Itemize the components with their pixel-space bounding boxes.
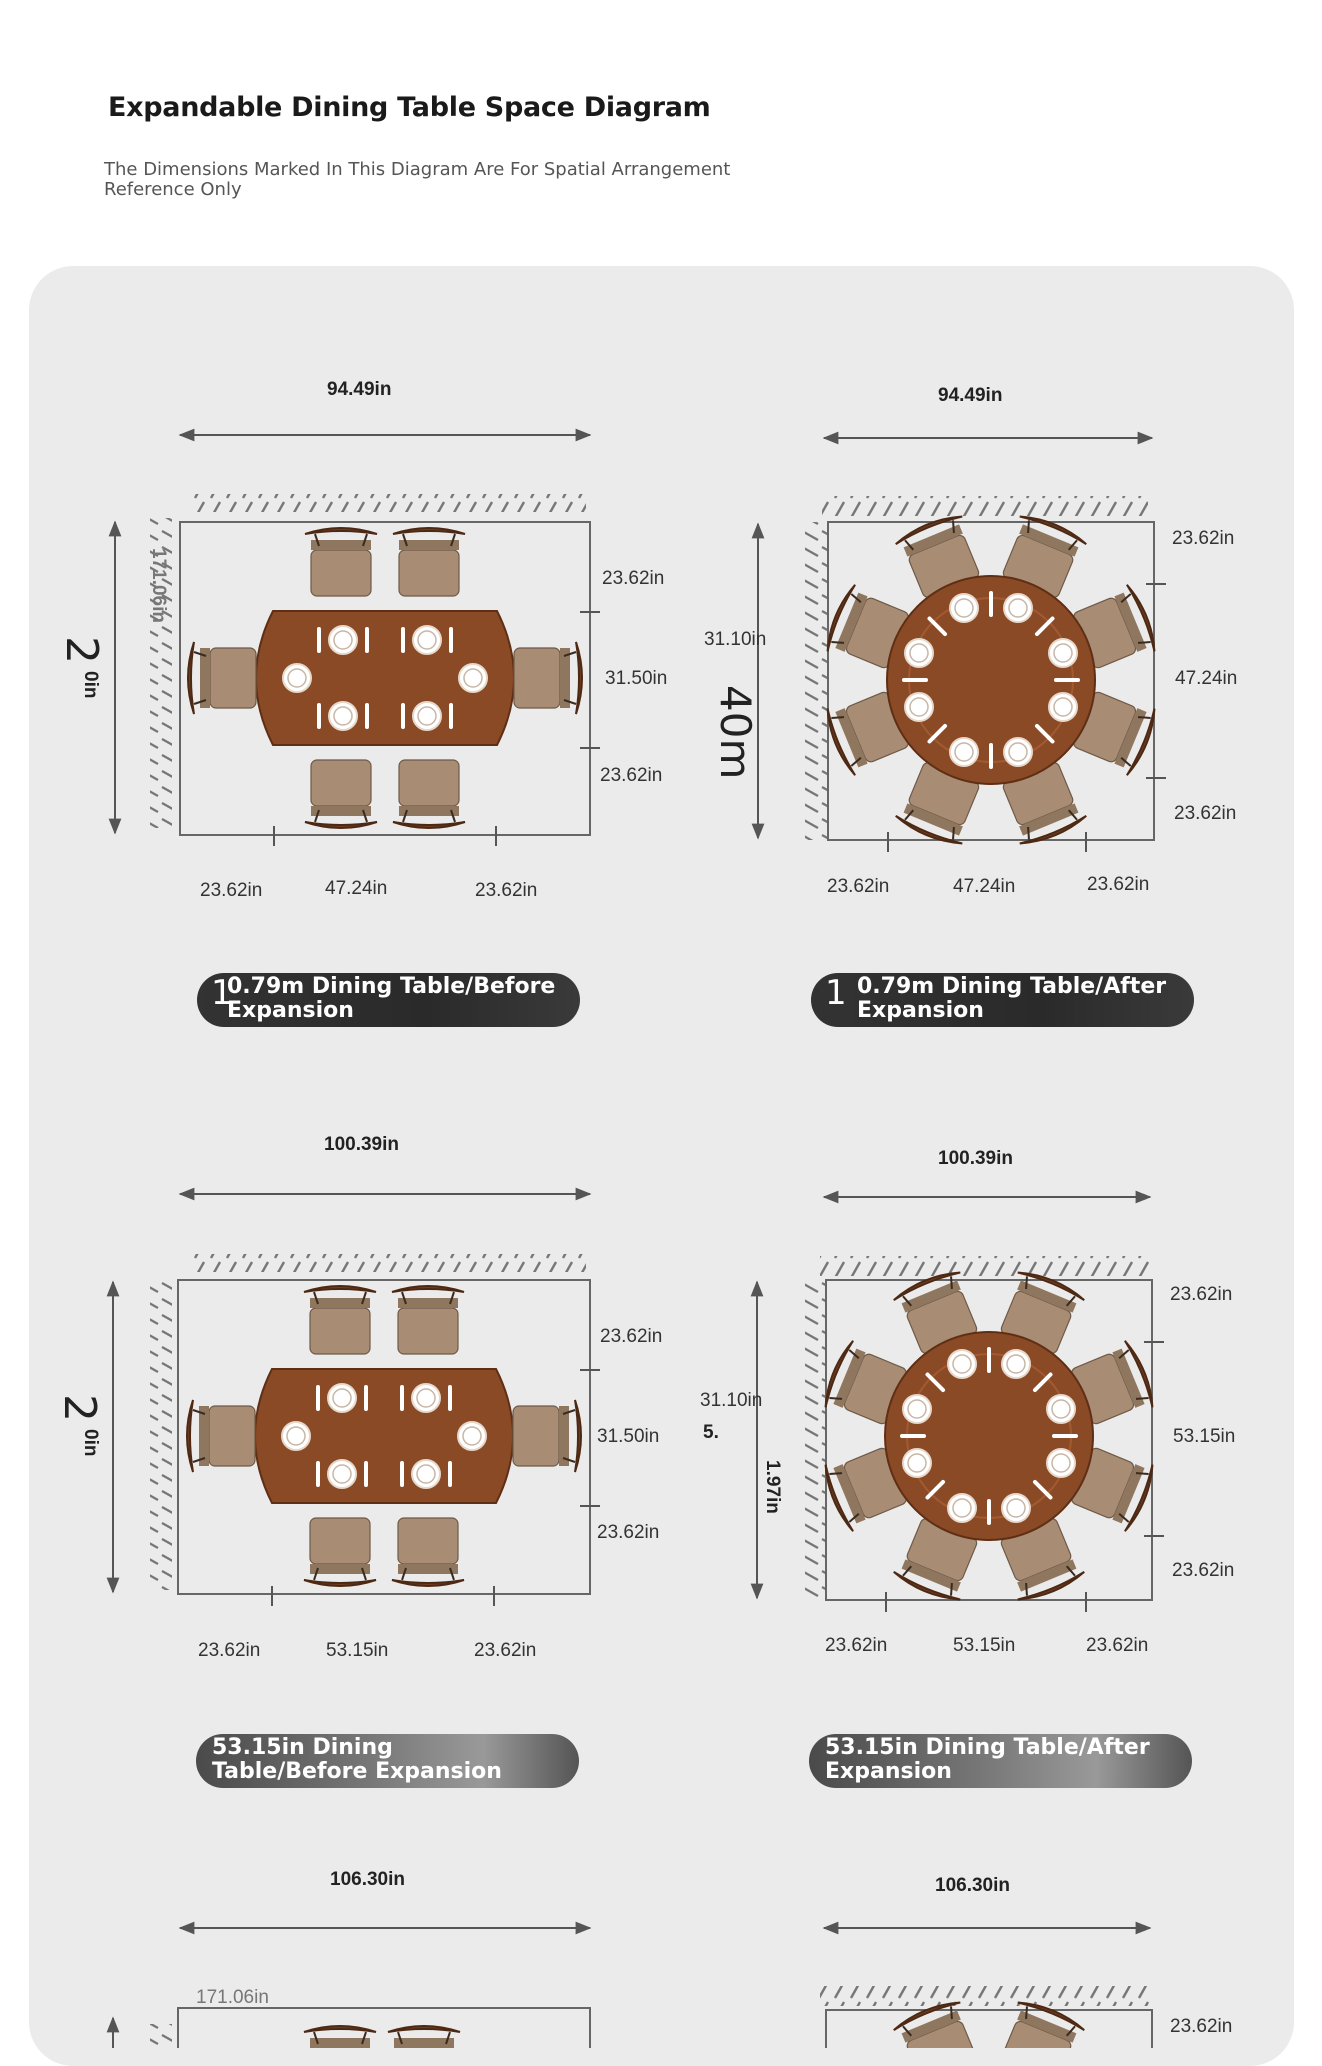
- left-dim-large: 40m: [711, 685, 760, 780]
- room-outline: [826, 2010, 1152, 2048]
- room-outline: [178, 2008, 590, 2048]
- left-dim-rot: 1.97in: [762, 1460, 783, 1514]
- top-width-label: 94.49in: [327, 379, 392, 400]
- right-dim-2: 31.50in: [597, 1426, 660, 1447]
- right-dim-2: 47.24in: [1175, 668, 1238, 689]
- bottom-dim-3: 23.62in: [475, 880, 538, 901]
- right-dim-3: 23.62in: [597, 1522, 660, 1543]
- left-height-digit: 2: [54, 1394, 105, 1422]
- right-dim-1: 23.62in: [600, 1326, 663, 1347]
- wall-hatch-left: [805, 1282, 827, 1598]
- wall-hatch-left: [150, 1278, 172, 1590]
- caption-2: [811, 973, 1194, 1027]
- wall-text: 171.06in: [148, 548, 169, 623]
- left-height-digit: 2: [56, 636, 107, 664]
- right-dim-3: 23.62in: [600, 765, 663, 786]
- left-dim-small: 31.10in: [704, 629, 767, 650]
- right-dim-3: 23.62in: [1172, 1560, 1235, 1581]
- caption-text: 53.15in Dining Table/Before Expansion: [212, 1735, 502, 1784]
- caption-1: [197, 973, 580, 1027]
- caption-text: 0.79m Dining Table/Before Expansion: [227, 974, 556, 1023]
- caption-text: 0.79m Dining Table/After Expansion: [857, 974, 1167, 1023]
- top-width-label: 100.39in: [324, 1134, 399, 1155]
- chair: [304, 2026, 376, 2048]
- diagram-6: [820, 1875, 1232, 2048]
- page-title: Expandable Dining Table Space Diagram: [108, 92, 711, 123]
- caption-3: [196, 1734, 579, 1788]
- bottom-dim-1: 23.62in: [825, 1635, 888, 1656]
- diagram-5: [113, 1869, 590, 2048]
- caption-text: 53.15in Dining Table/After Expansion: [825, 1735, 1150, 1784]
- right-dim-1: 23.62in: [1170, 1284, 1233, 1305]
- wall-hatch-top: [822, 496, 1148, 516]
- top-width-label: 94.49in: [938, 385, 1003, 406]
- bottom-dim-1: 23.62in: [827, 876, 890, 897]
- bottom-dim-3: 23.62in: [1087, 874, 1150, 895]
- left-dim-small: 31.10in: [700, 1390, 763, 1411]
- oval-table-set: [188, 528, 582, 828]
- wall-hatch-top: [192, 1254, 586, 1272]
- right-dim-1: 23.62in: [602, 568, 665, 589]
- bottom-dim-2: 53.15in: [326, 1640, 389, 1661]
- wall-hatch-top: [192, 494, 586, 512]
- bottom-dim-2: 47.24in: [325, 878, 388, 899]
- caption-mark: 1: [211, 973, 233, 1013]
- bottom-dim-3: 23.62in: [474, 1640, 537, 1661]
- caption-4: [809, 1734, 1192, 1788]
- right-dim-2: 53.15in: [1173, 1426, 1236, 1447]
- round-table-set: [822, 511, 1160, 849]
- right-dim-1: 23.62in: [1170, 2016, 1233, 2037]
- diagram-3: [54, 1134, 662, 1661]
- wall-text: 171.06in: [196, 1987, 269, 2008]
- bottom-dim-1: 23.62in: [200, 880, 263, 901]
- right-dim-3: 23.62in: [1174, 803, 1237, 824]
- diagram-2: [704, 385, 1237, 897]
- oval-table-set: [187, 1286, 581, 1586]
- right-dim-1: 23.62in: [1172, 528, 1235, 549]
- chair: [388, 2026, 460, 2048]
- top-width-label: 100.39in: [938, 1148, 1013, 1169]
- bottom-dim-3: 23.62in: [1086, 1635, 1149, 1656]
- top-width-label: 106.30in: [935, 1875, 1010, 1896]
- left-dim-mid: 5.: [703, 1422, 719, 1443]
- right-dim-2: 31.50in: [605, 668, 668, 689]
- wall-hatch-top: [820, 1986, 1150, 2006]
- wall-hatch-left: [150, 2024, 172, 2048]
- left-height-unit: 0in: [80, 1429, 101, 1457]
- bottom-dim-2: 47.24in: [953, 876, 1016, 897]
- bottom-dim-2: 53.15in: [953, 1635, 1016, 1656]
- caption-mark: 1: [825, 973, 847, 1013]
- top-width-label: 106.30in: [330, 1869, 405, 1890]
- round-table-set: [820, 1267, 1158, 1605]
- page-subtitle: The Dimensions Marked In This Diagram Are For Spatial Arrangement Reference Only: [104, 159, 731, 200]
- wall-hatch-top: [820, 1256, 1150, 1276]
- diagram-4: [700, 1148, 1235, 1656]
- diagram-1: [56, 379, 667, 901]
- bottom-dim-1: 23.62in: [198, 1640, 261, 1661]
- left-height-unit: 0in: [80, 671, 101, 699]
- wall-hatch-left: [805, 522, 827, 840]
